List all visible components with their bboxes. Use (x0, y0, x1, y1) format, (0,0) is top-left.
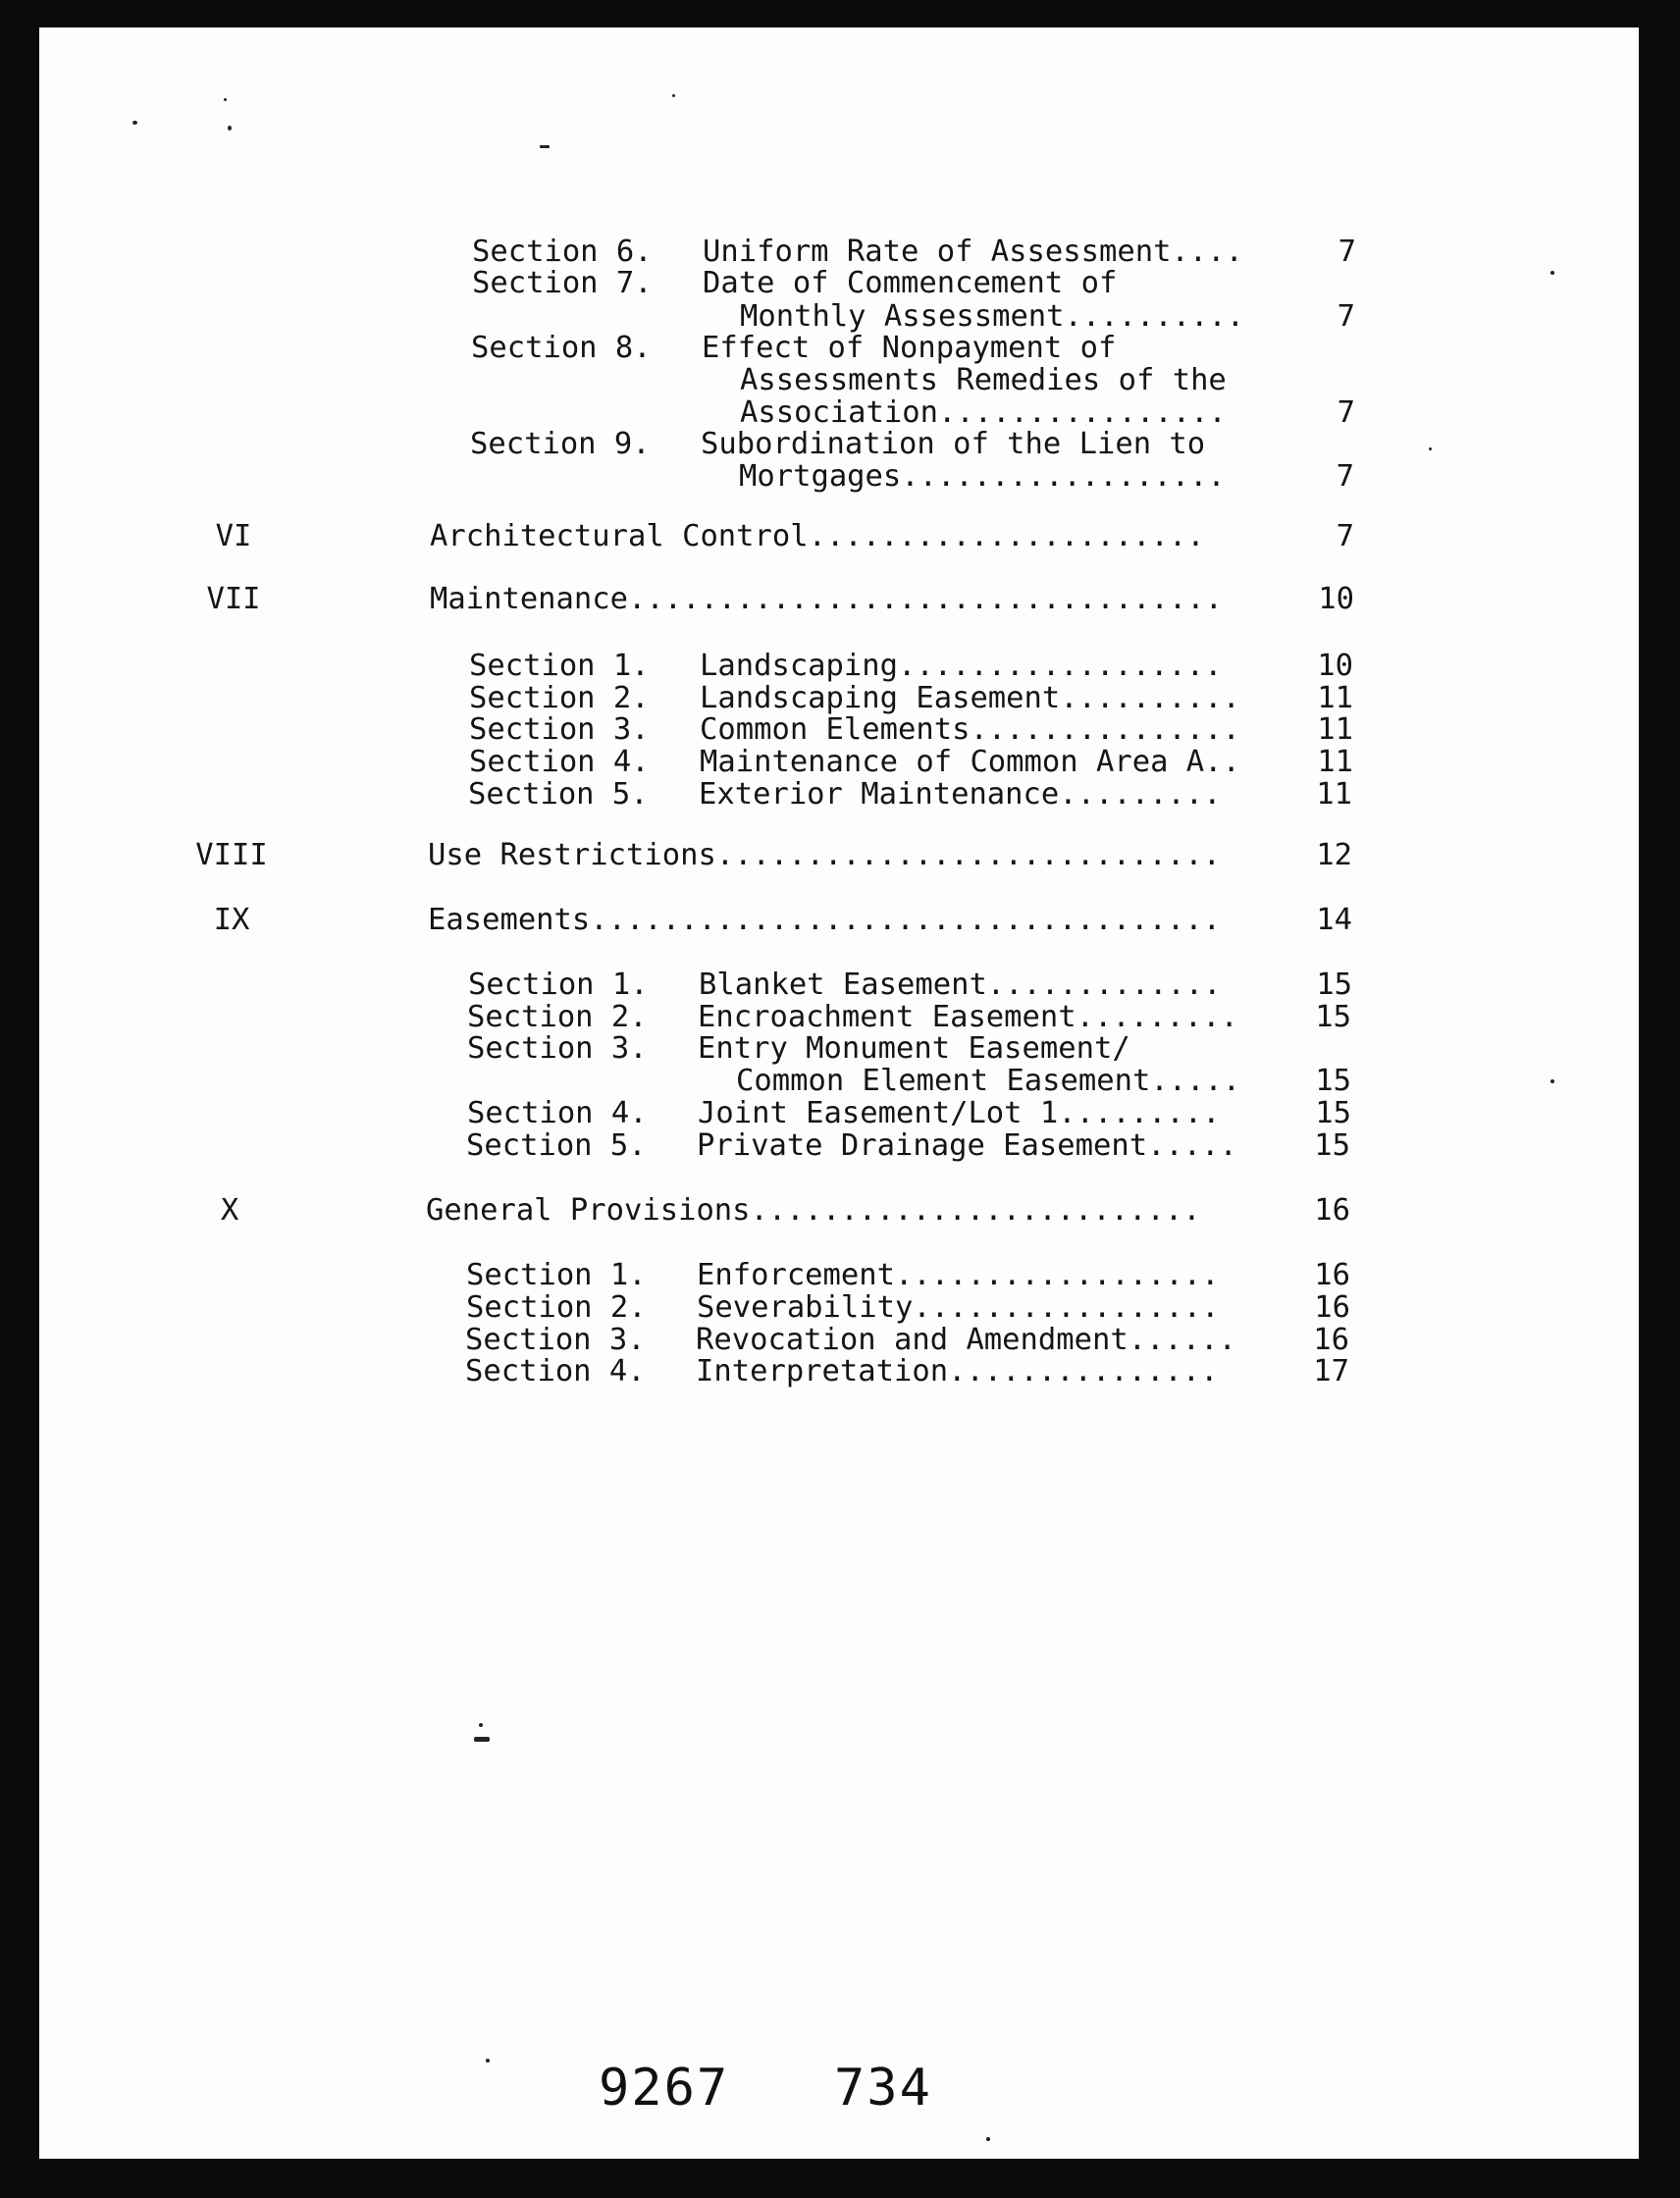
toc-entry-page: 7 (1336, 459, 1354, 494)
toc-entry-page: 7 (1337, 299, 1355, 334)
toc-entry-page: 11 (1317, 745, 1353, 779)
toc-entry-title: Private Drainage Easement..... (697, 1128, 1237, 1163)
scan-speck (486, 2059, 490, 2063)
toc-entry-page: 7 (1337, 395, 1355, 430)
toc-entry (39, 904, 1639, 937)
toc-entry-title: Entry Monument Easement/ (698, 1031, 1130, 1066)
toc-entry-page: 11 (1317, 712, 1353, 747)
toc-entry-title: Common Elements............... (700, 712, 1240, 747)
document-page (39, 27, 1639, 2159)
toc-entry-title: Encroachment Easement......... (698, 1000, 1238, 1034)
toc-entry-page: 12 (1316, 838, 1352, 872)
scan-speck (479, 1723, 483, 1727)
toc-entry (39, 332, 1639, 365)
toc-entry-title: Monthly Assessment.......... (740, 299, 1245, 334)
toc-entry-page: 16 (1313, 1323, 1349, 1357)
toc-entry-number: Section 9. (470, 427, 651, 461)
toc-entry (39, 746, 1639, 779)
toc-entry-title: Joint Easement/Lot 1......... (698, 1096, 1221, 1130)
toc-entry-title: Common Element Easement..... (736, 1064, 1241, 1098)
toc-entry (39, 520, 1639, 553)
toc-entry (39, 650, 1639, 683)
toc-entry-number: Section 2. (469, 681, 650, 715)
toc-entry-number: Section 2. (466, 1290, 647, 1325)
toc-entry-number: VI (215, 519, 252, 553)
toc-entry-page: 7 (1338, 235, 1356, 269)
toc-entry-number: Section 2. (467, 1000, 648, 1034)
toc-entry-title: Assessments Remedies of the (740, 363, 1227, 397)
toc-entry-title: Date of Commencement of (703, 266, 1118, 300)
toc-entry-page: 14 (1316, 903, 1352, 937)
toc-entry (39, 428, 1639, 461)
toc-entry (39, 1194, 1639, 1228)
scan-speck (672, 94, 675, 97)
scan-speck (986, 2137, 990, 2141)
toc-entry-title: Architectural Control...................... (430, 519, 1205, 553)
toc-entry (39, 1355, 1639, 1388)
toc-entry-number: Section 1. (469, 649, 650, 683)
toc-entry-number: Section 1. (466, 1258, 647, 1292)
toc-entry-page: 11 (1316, 777, 1352, 811)
toc-entry-number: Section 3. (467, 1031, 648, 1066)
toc-entry (39, 713, 1639, 747)
toc-entry-number: X (220, 1193, 239, 1228)
toc-entry (39, 968, 1639, 1002)
toc-entry-title: Enforcement.................. (697, 1258, 1220, 1292)
toc-entry-number: Section 7. (472, 266, 653, 300)
toc-entry-page: 16 (1314, 1258, 1350, 1292)
scan-speck (474, 1737, 490, 1742)
scan-speck (228, 126, 232, 131)
toc-entry-page: 15 (1316, 968, 1352, 1002)
scan-speck (224, 98, 227, 101)
toc-entry-page: 16 (1314, 1193, 1350, 1228)
toc-entry-page: 15 (1315, 1064, 1351, 1098)
toc-entry-title: Severability................. (697, 1290, 1220, 1325)
toc-entry (39, 583, 1639, 616)
toc-entry-page: 17 (1313, 1354, 1349, 1388)
toc-entry-page: 16 (1314, 1290, 1350, 1325)
toc-entry-title: Exterior Maintenance......... (699, 777, 1222, 811)
toc-entry-title: Effect of Nonpayment of (702, 331, 1117, 365)
toc-entry-title: General Provisions......................... (426, 1193, 1201, 1228)
toc-entry (39, 1259, 1639, 1292)
toc-entry-title: Interpretation............... (696, 1354, 1219, 1388)
toc-entry (39, 1097, 1639, 1130)
toc-entry-title: Use Restrictions............................ (428, 838, 1221, 872)
toc-entry (39, 236, 1639, 269)
toc-entry-number: VIII (195, 838, 268, 872)
footer-number-right: 734 (834, 2059, 932, 2118)
toc-entry-number: Section 3. (465, 1323, 646, 1357)
toc-entry-page: 15 (1315, 1096, 1351, 1130)
toc-entry-title: Uniform Rate of Assessment.... (703, 235, 1243, 269)
toc-entry (39, 1032, 1639, 1066)
toc-entry-number: Section 5. (466, 1128, 647, 1163)
toc-entry-title: Maintenance................................. (430, 582, 1223, 616)
toc-entry-number: Section 4. (469, 745, 650, 779)
toc-entry-number: Section 4. (465, 1354, 646, 1388)
toc-entry-number: Section 1. (468, 968, 649, 1002)
toc-entry-number: Section 3. (469, 712, 650, 747)
toc-entry (39, 1001, 1639, 1034)
toc-entry-number: VII (206, 582, 261, 616)
toc-entry-page: 10 (1318, 582, 1354, 616)
toc-entry (39, 682, 1639, 715)
toc-entry-number: Section 5. (468, 777, 649, 811)
toc-entry (39, 1324, 1639, 1357)
toc-entry (39, 1065, 1639, 1098)
toc-entry-title: Mortgages.................. (739, 459, 1226, 494)
toc-entry-page: 10 (1317, 649, 1353, 683)
toc-entry (39, 364, 1639, 397)
toc-entry-page: 15 (1315, 1000, 1351, 1034)
toc-entry-page: 15 (1314, 1128, 1350, 1163)
toc-entry (39, 300, 1639, 334)
scan-speck (540, 145, 550, 148)
toc-entry-number: IX (213, 903, 250, 937)
toc-entry-number: Section 4. (467, 1096, 648, 1130)
footer-number-left: 9267 (599, 2059, 730, 2118)
toc-entry-title: Subordination of the Lien to (701, 427, 1206, 461)
toc-entry (39, 1129, 1639, 1163)
toc-entry-title: Maintenance of Common Area A.. (700, 745, 1240, 779)
toc-entry-title: Association................ (740, 395, 1227, 430)
toc-entry (39, 267, 1639, 300)
toc-entry-title: Landscaping.................. (700, 649, 1223, 683)
toc-entry-title: Easements................................... (428, 903, 1221, 937)
toc-entry (39, 460, 1639, 494)
toc-entry-title: Revocation and Amendment...... (696, 1323, 1236, 1357)
toc-entry (39, 778, 1639, 811)
toc-entry-number: Section 6. (472, 235, 653, 269)
toc-entry (39, 1291, 1639, 1325)
toc-entry (39, 396, 1639, 430)
toc-entry-page: 7 (1336, 519, 1354, 553)
scan-speck (132, 121, 137, 125)
toc-entry-page: 11 (1317, 681, 1353, 715)
toc-entry (39, 839, 1639, 872)
toc-entry-title: Landscaping Easement.......... (700, 681, 1240, 715)
toc-entry-title: Blanket Easement............. (699, 968, 1222, 1002)
toc-entry-number: Section 8. (471, 331, 652, 365)
